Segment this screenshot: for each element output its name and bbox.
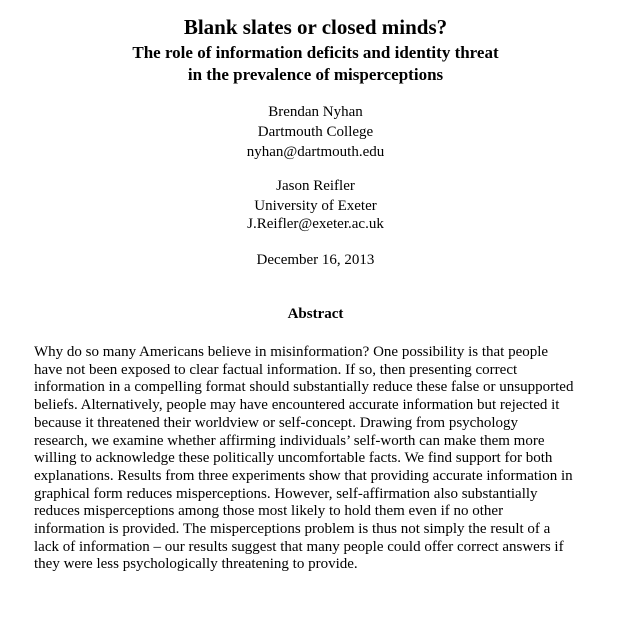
abstract-line: information in a compelling format should substantially reduce these false or unsupported [34, 379, 574, 396]
author-affiliation: Dartmouth College [257, 124, 374, 140]
abstract-line: beliefs. Alternatively, people may have encountered accurate information but rejected it [34, 397, 560, 414]
paper-subtitle-line: in the prevalence of misperceptions [187, 65, 444, 84]
abstract-body [34, 344, 614, 574]
author-name: Brendan Nyhan [268, 104, 363, 120]
paper-date: December 16, 2013 [256, 252, 375, 268]
author-affiliation: University of Exeter [254, 198, 377, 214]
abstract-line: have not been exposed to clear factual information. If so, then presenting correct [34, 361, 518, 378]
author-name: Jason Reifler [276, 178, 355, 194]
abstract-line: research, we examine whether affirming individuals’ self-worth can make them more [34, 432, 545, 449]
abstract-line: explanations. Results from three experiments show that providing accurate information in [34, 467, 573, 484]
abstract-line: lack of information – our results suggest that many people could offer correct answers if [34, 538, 564, 555]
author-email: nyhan@dartmouth.edu [246, 144, 385, 160]
abstract-line: because it threatened their worldview or self-concept. Drawing from psychology [34, 414, 518, 431]
abstract-line: information is provided. The misperceptions problem is thus not simply the result of a [34, 521, 551, 538]
abstract-line: reduces misperceptions among those most likely to hold them even if no other [34, 503, 504, 520]
abstract-line: willing to acknowledge these politically uncomfortable facts. We find support for both [34, 450, 553, 467]
paper-subtitle-line: The role of information deficits and identity threat [132, 43, 499, 62]
abstract-line: Why do so many Americans believe in misinformation? One possibility is that people [34, 344, 549, 360]
paper-title: Blank slates or closed minds? [183, 15, 448, 39]
abstract-line: graphical form reduces misperceptions. However, self-affirmation also substantially [34, 485, 538, 502]
abstract-line: they were less psychologically threatening to provide. [34, 556, 358, 573]
author-email: J.Reifler@exeter.ac.uk [247, 216, 384, 232]
abstract-heading: Abstract [287, 306, 344, 322]
